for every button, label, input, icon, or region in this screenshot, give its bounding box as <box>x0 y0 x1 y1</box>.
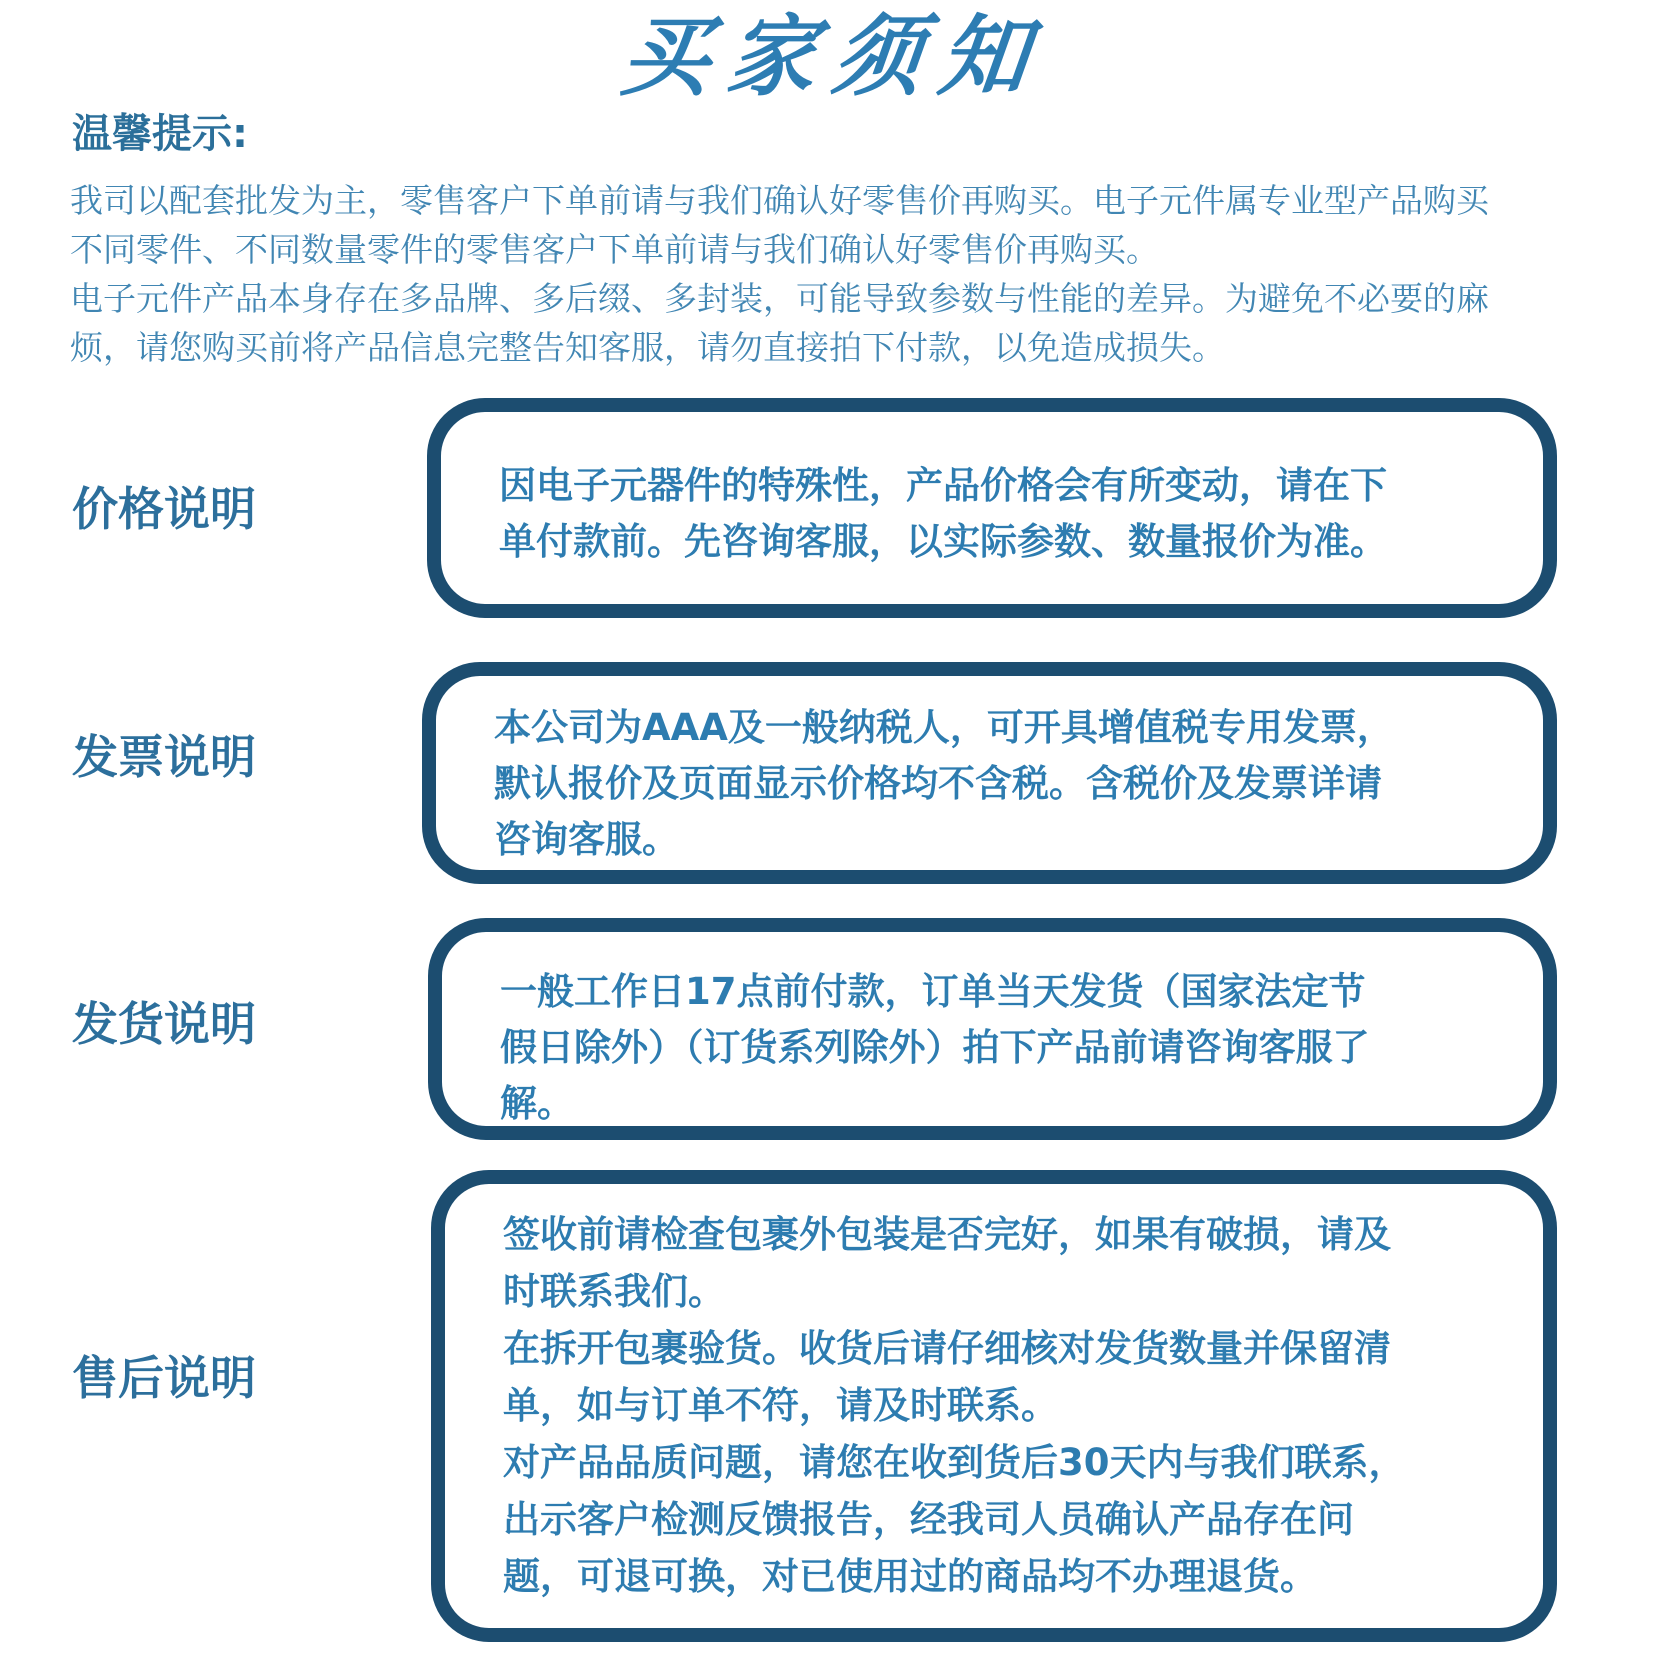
price-notice-box <box>427 398 1557 618</box>
box-line: 出示客户检测反馈报告，经我司人员确认产品存在问 <box>503 1498 1354 1541</box>
intro-line: 不同零件、不同数量零件的零售客户下单前请与我们确认好零售价再购买。 <box>70 230 1159 269</box>
tip-heading: 温馨提示: <box>72 111 248 157</box>
box-line: 时联系我们。 <box>503 1270 725 1313</box>
box-line: 默认报价及页面显示价格均不含税。含税价及发票详请 <box>494 762 1382 805</box>
box-line: 因电子元器件的特殊性，产品价格会有所变动，请在下 <box>499 464 1387 507</box>
invoice-notice-text <box>494 700 1503 868</box>
section-label-shipping: 发货说明 <box>72 997 256 1051</box>
intro-line: 电子元件产品本身存在多品牌、多后缀、多封装，可能导致参数与性能的差异。为避免不必要的麻 <box>70 279 1489 318</box>
intro-line: 烦，请您购买前将产品信息完整告知客服，请勿直接拍下付款，以免造成损失。 <box>70 328 1225 367</box>
box-line: 在拆开包裹验货。收货后请仔细核对发货数量并保留清 <box>503 1327 1391 1370</box>
intro-notice <box>70 176 1610 372</box>
box-line: 假日除外）（订货系列除外）拍下产品前请咨询客服了 <box>500 1026 1370 1069</box>
box-line: 题，可退可换，对已使用过的商品均不办理退货。 <box>503 1555 1317 1598</box>
intro-line: 我司以配套批发为主，零售客户下单前请与我们确认好零售价再购买。电子元件属专业型产品购买 <box>70 181 1489 220</box>
shipping-notice-text <box>500 964 1503 1132</box>
price-notice-text <box>499 458 1503 570</box>
box-line: 解。 <box>500 1082 574 1125</box>
box-line: 咨询客服。 <box>494 818 679 861</box>
box-line: 单付款前。先咨询客服，以实际参数、数量报价为准。 <box>499 520 1387 563</box>
section-label-invoice: 发票说明 <box>72 730 256 784</box>
box-line: 签收前请检查包裹外包装是否完好，如果有破损，请及 <box>503 1213 1391 1256</box>
section-label-price: 价格说明 <box>72 482 256 536</box>
section-label-aftersale: 售后说明 <box>72 1351 256 1405</box>
box-line: 对产品品质问题，请您在收到货后30天内与我们联系， <box>503 1441 1406 1484</box>
invoice-notice-box <box>422 662 1557 884</box>
box-line: 本公司为AAA及一般纳税人，可开具增值税专用发票， <box>494 706 1394 749</box>
shipping-notice-box <box>428 918 1557 1140</box>
aftersale-notice-box <box>431 1170 1557 1642</box>
aftersale-notice-text <box>503 1206 1503 1605</box>
page-title: 买家须知 <box>616 5 1051 108</box>
box-line: 单，如与订单不符，请及时联系。 <box>503 1384 1058 1427</box>
box-line: 一般工作日17点前付款，订单当天发货（国家法定节 <box>500 970 1366 1013</box>
